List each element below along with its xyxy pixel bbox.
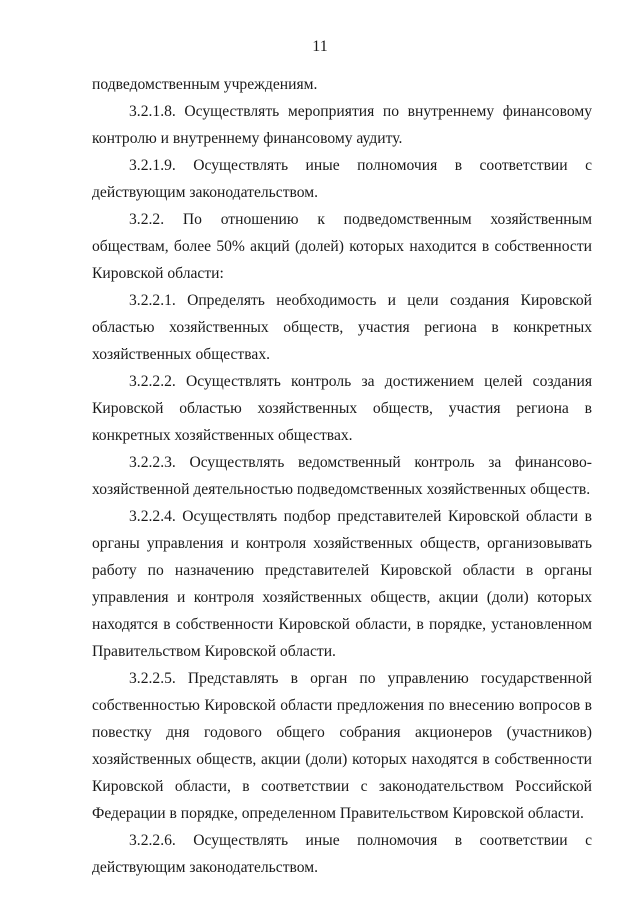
- paragraph: 3.2.2.5. Представлять в орган по управлению государственной собственностью Кировской области предложения по внесению вопросов в повестку дня годового общего собрания акционеров (участников) хозяйственных обществ, акции (доли) которых находятся в собственности Кировской области, в соответствии с законодательством Российской Федерации в порядке, определенном Правительством Кировской области.: [92, 670, 592, 822]
- paragraph: 3.2.2.4. Осуществлять подбор представителей Кировской области в органы управления и контроля хозяйственных обществ, организовывать работу по назначению представителей Кировской области в органы управления и контроля хозяйственных обществ, акции (доли) которых находятся в собственности Кировской области, в порядке, установленном Правительством Кировской области.: [92, 508, 592, 660]
- paragraph: 3.2.2. По отношению к подведомственным хозяйственным обществам, более 50% акций (долей) которых находится в собственности Кировской области:: [92, 211, 592, 282]
- page-number: 11: [312, 38, 328, 55]
- paragraph: 3.2.2.1. Определять необходимость и цели создания Кировской областью хозяйственных обществ, участия региона в конкретных хозяйственных обществах.: [92, 292, 592, 363]
- paragraph: 3.2.2.3. Осуществлять ведомственный контроль за финансово-хозяйственной деятельностью подведомственных хозяйственных обществ.: [92, 454, 592, 498]
- paragraph: 3.2.2.6. Осуществлять иные полномочия в соответствии с действующим законодательством.: [92, 832, 592, 876]
- paragraph: 3.2.2.2. Осуществлять контроль за достижением целей создания Кировской областью хозяйственных обществ, участия региона в конкретных хозяйственных обществах.: [92, 373, 592, 444]
- paragraph: 3.2.1.8. Осуществлять мероприятия по внутреннему финансовому контролю и внутреннему финансовому аудиту.: [92, 103, 592, 147]
- document-body: [92, 71, 592, 881]
- paragraph: 3.2.1.9. Осуществлять иные полномочия в соответствии с действующим законодательством.: [92, 157, 592, 201]
- paragraph: подведомственным учреждениям.: [92, 76, 318, 93]
